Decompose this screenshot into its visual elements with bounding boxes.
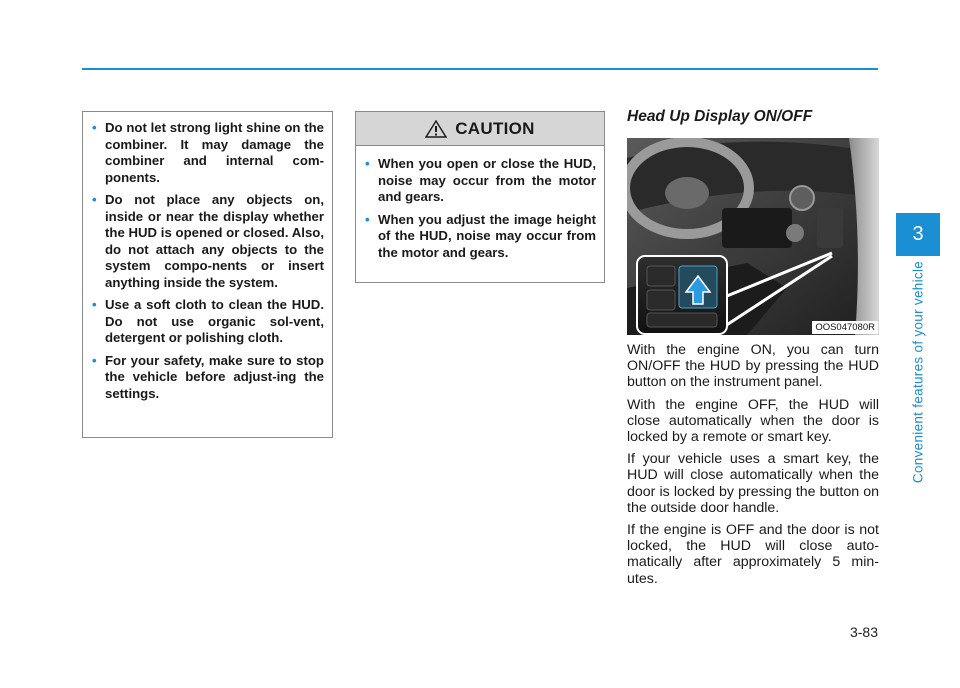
- list-item: • Use a soft cloth to clean the HUD. Do not use organic sol-vent, detergent or polishing cloth.: [91, 297, 324, 347]
- precautions-list: [91, 120, 324, 402]
- paragraph: If your vehicle uses a smart key, the HUD will close automatically when the door is locked by pressing the button on the outside door handle.: [627, 451, 879, 516]
- caution-title: CAUTION: [455, 118, 535, 138]
- photo-caption: OOS047080R: [812, 321, 878, 334]
- page-number: 3-83: [849, 624, 878, 640]
- caution-list: [364, 156, 596, 261]
- caution-body: [356, 146, 604, 261]
- caution-box: [355, 111, 605, 283]
- paragraph: If the engine is OFF and the door is not locked, the HUD will close auto-matically after approximately 5 min-utes.: [627, 522, 879, 587]
- caution-header: [356, 112, 604, 146]
- paragraph: With the engine OFF, the HUD will close automatically when the door is locked by a remote or smart key.: [627, 396, 879, 446]
- section-title: Head Up Display ON/OFF: [627, 108, 813, 125]
- list-item: • Do not place any objects on, inside or near the display whether the HUD is opened or closed. Also, do not attach any objects to the system compo-nents or insert anything inside the system.: [91, 192, 324, 291]
- list-item: • When you adjust the image height of the HUD, noise may occur from the motor and gears.: [364, 212, 596, 262]
- header-rule: [82, 68, 878, 70]
- list-item: • Do not let strong light shine on the combiner. It may damage the combiner and internal com-ponents.: [91, 120, 324, 186]
- hud-description: [627, 342, 879, 593]
- chapter-title: Convenient features of your vehicle: [910, 260, 926, 484]
- dashboard-illustration: [627, 138, 879, 335]
- hud-precautions-box: [82, 111, 333, 438]
- chapter-tab: 3: [896, 213, 940, 256]
- list-item: • When you open or close the HUD, noise may occur from the motor and gears.: [364, 156, 596, 206]
- paragraph: With the engine ON, you can turn ON/OFF the HUD by pressing the HUD button on the instrument panel.: [627, 342, 879, 391]
- warning-triangle-icon: [425, 120, 447, 138]
- hud-button-photo: [627, 138, 879, 335]
- list-item: • For your safety, make sure to stop the vehicle before adjust-ing the settings.: [91, 353, 324, 403]
